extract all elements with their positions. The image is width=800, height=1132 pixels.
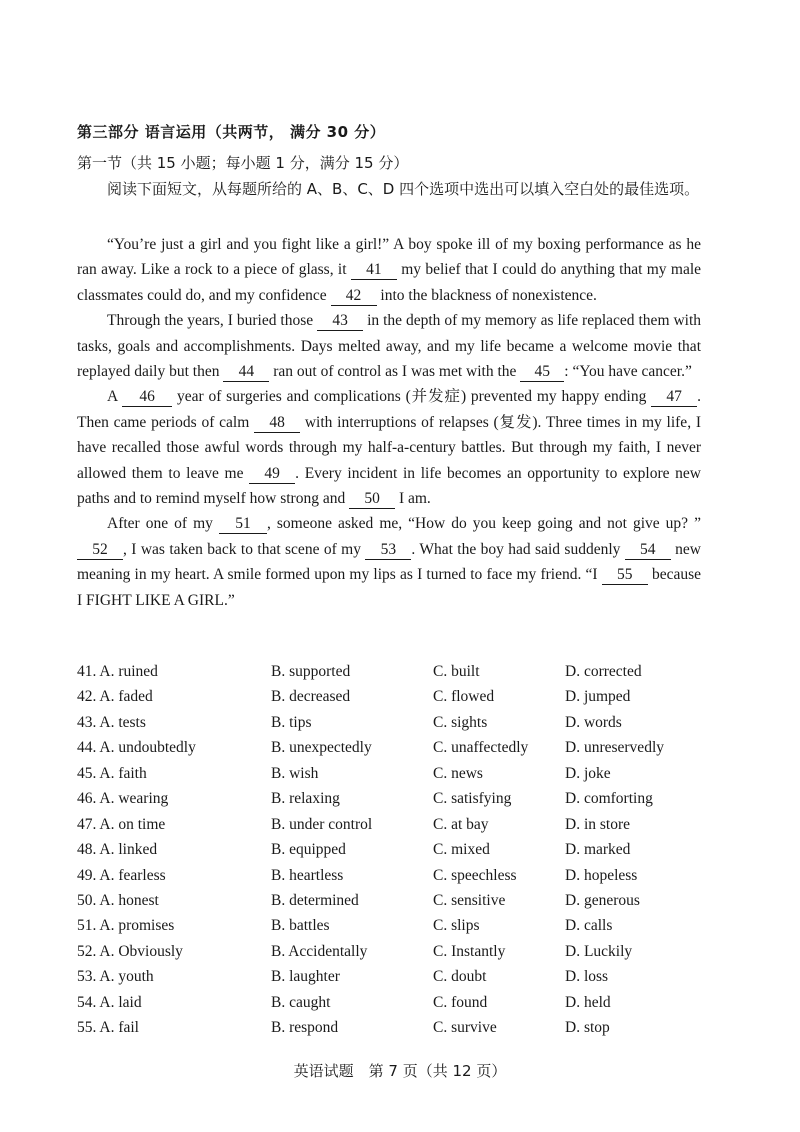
option-b: B. under control: [271, 815, 373, 833]
option-a: 53. A. youth: [77, 968, 154, 986]
blank-47: 47: [651, 388, 697, 407]
option-d: D. generous: [565, 891, 640, 909]
passage-text: , I was taken back to that scene of my: [123, 540, 366, 558]
option-a: 42. A. faded: [77, 688, 153, 706]
option-b: B. battles: [271, 917, 330, 935]
option-d: D. unreservedly: [565, 739, 664, 757]
blank-49: 49: [249, 465, 295, 484]
option-row: [77, 663, 717, 688]
option-c: C. satisfying: [433, 790, 512, 808]
option-a: 45. A. faith: [77, 764, 147, 782]
option-d: D. loss: [565, 968, 609, 986]
option-c: C. flowed: [433, 688, 495, 706]
option-b: B. equipped: [271, 841, 346, 859]
passage-text: ran out of control as I was met with the: [269, 363, 521, 381]
option-row: [77, 790, 717, 815]
paragraph-4: [77, 511, 701, 613]
option-c: C. built: [433, 663, 480, 680]
option-d: D. held: [565, 993, 611, 1011]
passage-text: : “You have cancer.”: [564, 363, 692, 381]
option-b: B. wish: [271, 764, 319, 782]
passage-text: year of surgeries and complications (并发症) prevented my happy ending: [172, 388, 652, 406]
passage-text: with interruptions of relapses (复发). Three times in my life, I have recalled those awful words through my half-a-century battles. But through my faith, I never allowed them to leave me: [77, 413, 701, 482]
option-d: D. marked: [565, 841, 631, 859]
passage-text: my belief that I could do anything that my male classmates could do, and my confidence: [77, 261, 702, 304]
option-c: C. survive: [433, 1019, 497, 1037]
blank-44: 44: [223, 363, 269, 382]
paragraph-2: [77, 308, 701, 384]
option-a: 54. A. laid: [77, 993, 142, 1011]
option-row: [77, 994, 717, 1019]
option-c: C. doubt: [433, 968, 487, 986]
blank-52: 52: [77, 541, 123, 560]
options-list: [77, 663, 717, 1045]
option-b: B. laughter: [271, 968, 340, 986]
option-d: D. corrected: [565, 663, 642, 680]
option-a: 50. A. honest: [77, 891, 159, 909]
option-row: [77, 943, 717, 968]
option-a: 52. A. Obviously: [77, 942, 183, 960]
option-c: C. slips: [433, 917, 480, 935]
option-d: D. in store: [565, 815, 631, 833]
passage-text: new meaning in my heart. A smile formed upon my lips as I turned to face my friend. “I: [77, 540, 701, 584]
option-a: 44. A. undoubtedly: [77, 739, 196, 757]
passage-text: After one of my: [107, 515, 219, 533]
option-row: [77, 841, 717, 866]
option-c: C. Instantly: [433, 942, 506, 960]
option-d: D. hopeless: [565, 866, 638, 884]
option-b: B. respond: [271, 1019, 339, 1037]
passage-text: A: [107, 388, 123, 406]
option-a: 47. A. on time: [77, 815, 166, 833]
option-c: C. mixed: [433, 841, 490, 859]
option-a: 55. A. fail: [77, 1019, 139, 1037]
option-a: 41. A. ruined: [77, 663, 158, 680]
option-b: B. decreased: [271, 688, 351, 706]
cloze-passage: [77, 232, 701, 613]
option-d: D. joke: [565, 764, 611, 782]
blank-45: 45: [520, 363, 564, 382]
option-a: 51. A. promises: [77, 917, 175, 935]
option-a: 48. A. linked: [77, 841, 158, 859]
passage-text: I am.: [395, 490, 431, 508]
option-b: B. relaxing: [271, 790, 340, 808]
passage-text: Through the years, I buried those: [107, 312, 318, 330]
option-row: [77, 688, 717, 713]
option-d: D. words: [565, 713, 622, 731]
option-c: C. sensitive: [433, 891, 506, 909]
section-heading: 第三部分 语言运用（共两节， 满分 30 分）: [77, 123, 386, 141]
passage-text: . Then came periods of calm: [77, 388, 702, 431]
passage-text: “You’re just a girl and you fight like a girl!” A boy spoke ill of my boxing performance as he ran away. Like a rock to a piece of glass, it: [77, 236, 701, 279]
option-c: C. sights: [433, 713, 488, 731]
passage-text: . Every incident in life becomes an opportunity to explore new paths and to remind myself how strong and: [77, 464, 701, 508]
option-b: B. Accidentally: [271, 942, 368, 960]
blank-46: 46: [122, 388, 172, 407]
passage-text: . What the boy had said suddenly: [411, 540, 625, 558]
option-d: D. jumped: [565, 688, 631, 706]
page-footer: 英语试题 第 7 页（共 12 页）: [293, 1062, 507, 1080]
passage-text: into the blackness of nonexistence.: [376, 286, 597, 304]
option-b: B. caught: [271, 993, 331, 1011]
paragraph-3: [77, 384, 701, 511]
option-b: B. unexpectedly: [271, 739, 372, 757]
passage-text: in the depth of my memory as life replaced them with tasks, goals and accomplishments. Days melted away, and my life became a welcome movie that replayed daily but then: [77, 312, 702, 381]
option-c: C. at bay: [433, 815, 489, 833]
blank-42: 42: [331, 287, 377, 306]
option-c: C. speechless: [433, 866, 517, 884]
option-row: [77, 917, 717, 942]
option-row: [77, 867, 717, 892]
passage-text: , someone asked me, “How do you keep going and not give up? ”: [266, 515, 701, 533]
option-c: C. news: [433, 764, 483, 782]
blank-41: 41: [351, 261, 397, 280]
instruction-text: 阅读下面短文，从每题所给的 A、B、C、D 四个选项中选出可以填入空白处的最佳选项。: [107, 180, 700, 198]
option-row: [77, 739, 717, 764]
section-subheading: 第一节（共 15 小题；每小题 1 分，满分 15 分）: [77, 154, 409, 172]
option-row: [77, 1019, 717, 1044]
option-d: D. calls: [565, 917, 613, 935]
option-a: 43. A. tests: [77, 713, 146, 731]
paragraph-1: [77, 232, 701, 308]
option-a: 46. A. wearing: [77, 790, 169, 808]
blank-43: 43: [317, 312, 363, 331]
option-b: B. tips: [271, 713, 312, 731]
option-d: D. Luckily: [565, 942, 633, 960]
option-b: B. determined: [271, 891, 359, 909]
passage-text: because I FIGHT LIKE A GIRL.”: [77, 566, 701, 609]
blank-55: 55: [602, 566, 648, 585]
blank-48: 48: [254, 414, 300, 433]
option-a: 49. A. fearless: [77, 866, 166, 884]
option-row: [77, 816, 717, 841]
option-c: C. found: [433, 993, 488, 1011]
blank-50: 50: [349, 490, 395, 509]
option-row: [77, 714, 717, 739]
blank-54: 54: [625, 541, 671, 560]
option-d: D. comforting: [565, 790, 653, 808]
option-b: B. supported: [271, 663, 351, 680]
option-row: [77, 765, 717, 790]
option-row: [77, 968, 717, 993]
option-d: D. stop: [565, 1019, 610, 1037]
option-row: [77, 892, 717, 917]
option-b: B. heartless: [271, 866, 344, 884]
blank-53: 53: [365, 541, 411, 560]
option-c: C. unaffectedly: [433, 739, 529, 757]
blank-51: 51: [219, 515, 267, 534]
